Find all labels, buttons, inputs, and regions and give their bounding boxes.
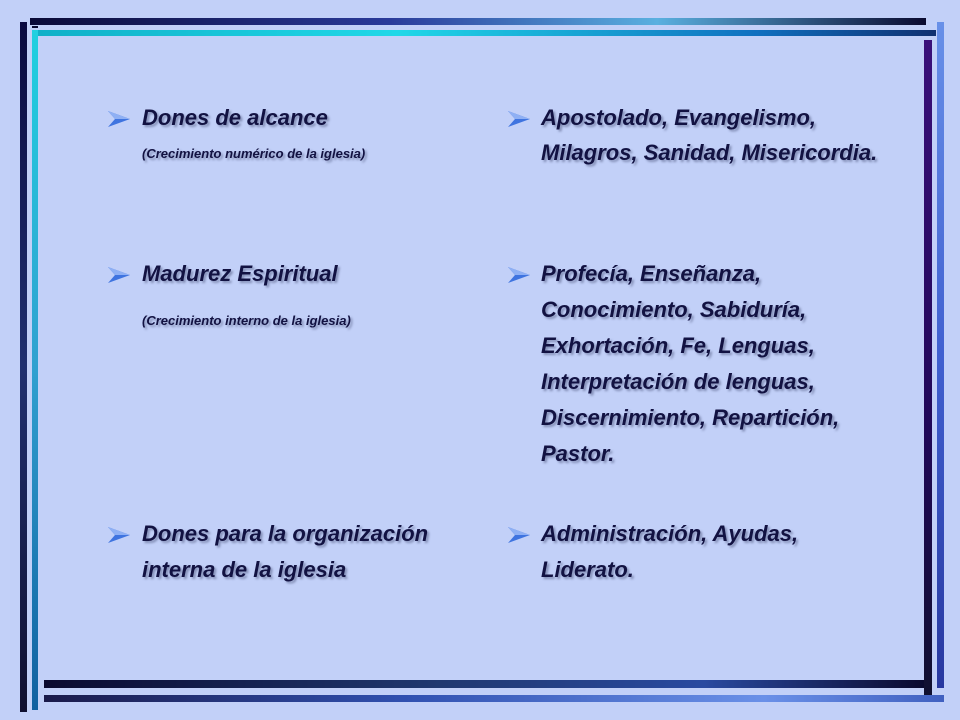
row3-right-line-2: Liderato. bbox=[541, 557, 634, 582]
row2-right-line-6: Pastor. bbox=[541, 441, 615, 466]
bullet-arrow-icon bbox=[506, 266, 532, 284]
row1-left-title: Dones de alcance bbox=[142, 105, 328, 130]
row1-right-line-2: Milagros, Sanidad, Misericordia. bbox=[541, 140, 878, 165]
bullet-arrow-icon bbox=[106, 266, 132, 284]
row2-right-line-5: Discernimiento, Repartición, bbox=[541, 405, 840, 430]
row2-right-line-4: Interpretación de lenguas, bbox=[541, 369, 815, 394]
bullet-arrow-icon bbox=[106, 526, 132, 544]
bullet-arrow-icon bbox=[506, 110, 532, 128]
frame-top-dark-bar bbox=[30, 18, 926, 25]
row2-left-title: Madurez Espiritual bbox=[142, 261, 338, 286]
frame-right-blue-bar bbox=[937, 22, 944, 688]
row2-right-line-3: Exhortación, Fe, Lenguas, bbox=[541, 333, 815, 358]
row1-right-line-1: Apostolado, Evangelismo, bbox=[541, 105, 817, 130]
frame-bottom-blue-bar bbox=[44, 695, 944, 702]
frame-bottom-dark-bar bbox=[44, 680, 924, 688]
row1-left-subtitle: (Crecimiento numérico de la iglesia) bbox=[142, 146, 366, 161]
row3-left-title-line-2: interna de la iglesia bbox=[142, 557, 347, 582]
row3-right-line-1: Administración, Ayudas, bbox=[541, 521, 799, 546]
frame-corner-tick bbox=[32, 26, 38, 28]
frame-top-cyan-bar bbox=[38, 30, 936, 36]
frame-left-cyan-bar bbox=[32, 30, 38, 710]
bullet-arrow-icon bbox=[106, 110, 132, 128]
row2-left-subtitle: (Crecimiento interno de la iglesia) bbox=[142, 313, 351, 328]
bullet-arrow-icon bbox=[506, 526, 532, 544]
frame-left-dark-bar bbox=[20, 22, 27, 712]
frame-right-purple-bar bbox=[924, 40, 932, 695]
row2-right-line-2: Conocimiento, Sabiduría, bbox=[541, 297, 807, 322]
row2-right-line-1: Profecía, Enseñanza, bbox=[541, 261, 762, 286]
row3-left-title-line-1: Dones para la organización bbox=[142, 521, 429, 546]
